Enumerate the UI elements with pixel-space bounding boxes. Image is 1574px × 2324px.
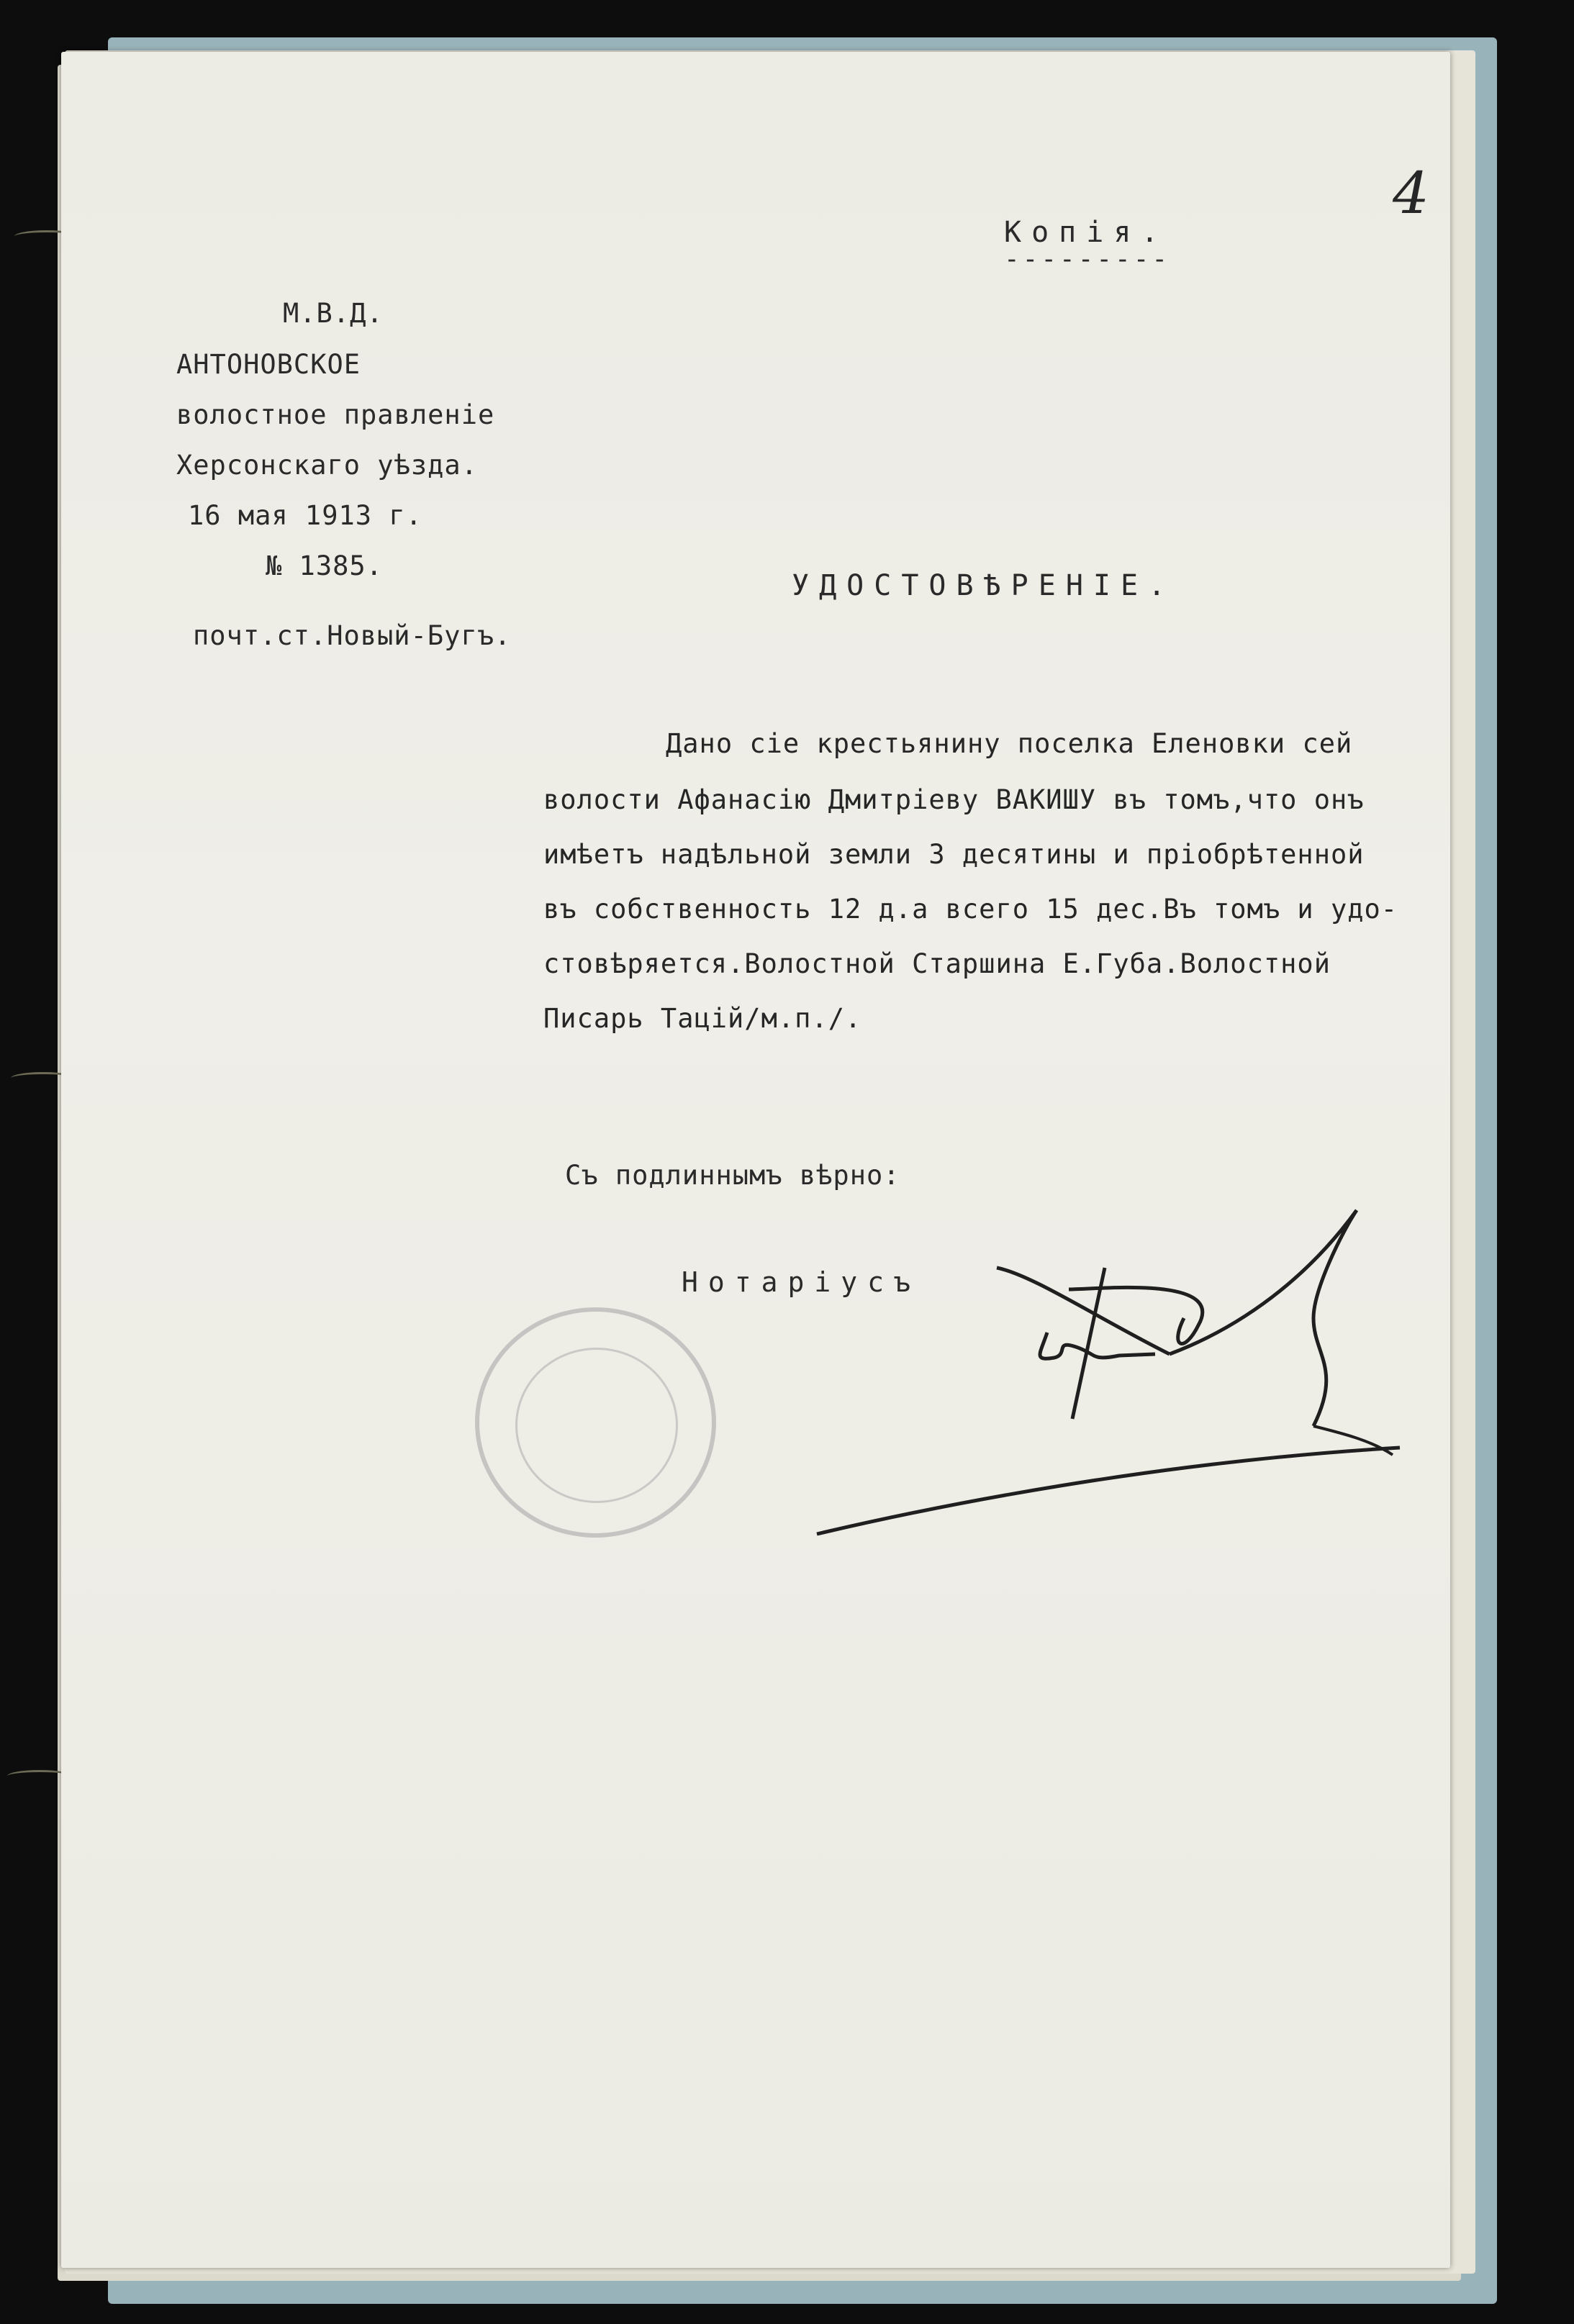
document-date: 16 мая 1913 г. (188, 500, 422, 531)
notary-seal (475, 1307, 716, 1538)
ministry-label: М.В.Д. (283, 298, 384, 329)
copy-underline: --------- (1004, 245, 1171, 274)
notary-label: Нотаріусъ (682, 1266, 921, 1298)
certification-text: Съ подлиннымъ вѣрно: (565, 1160, 900, 1191)
notary-seal-inner (515, 1348, 678, 1503)
body-line: имѣетъ надѣльной земли 3 десятины и пріобрѣтенной (543, 839, 1365, 870)
post-station: почт.ст.Новый-Бугъ. (193, 620, 512, 651)
copy-heading: Копія. (1004, 216, 1169, 249)
office-name: АНТОНОВСКОЕ (176, 349, 361, 380)
document-title: УДОСТОВѢРЕНІЕ. (792, 569, 1176, 602)
body-line: стовѣряется.Волостной Старшина Е.Губа.Волостной (543, 948, 1331, 979)
body-line: Писарь Тацій/м.п./. (543, 1003, 862, 1034)
body-line: въ собственность 12 д.а всего 15 дес.Въ томъ и удо- (543, 894, 1398, 925)
body-line: волости Афанасію Дмитріеву ВАКИШУ въ томъ,что онъ (543, 784, 1365, 815)
body-line: Дано сіе крестьянину поселка Еленовки сей (666, 728, 1353, 759)
document-number: № 1385. (266, 550, 383, 581)
folio-number: 4 (1393, 160, 1429, 227)
district-label: Херсонскаго уѣзда. (176, 450, 478, 481)
notary-signature (795, 1189, 1414, 1548)
document-page (61, 52, 1450, 2268)
office-type: волостное правленіе (176, 399, 495, 430)
